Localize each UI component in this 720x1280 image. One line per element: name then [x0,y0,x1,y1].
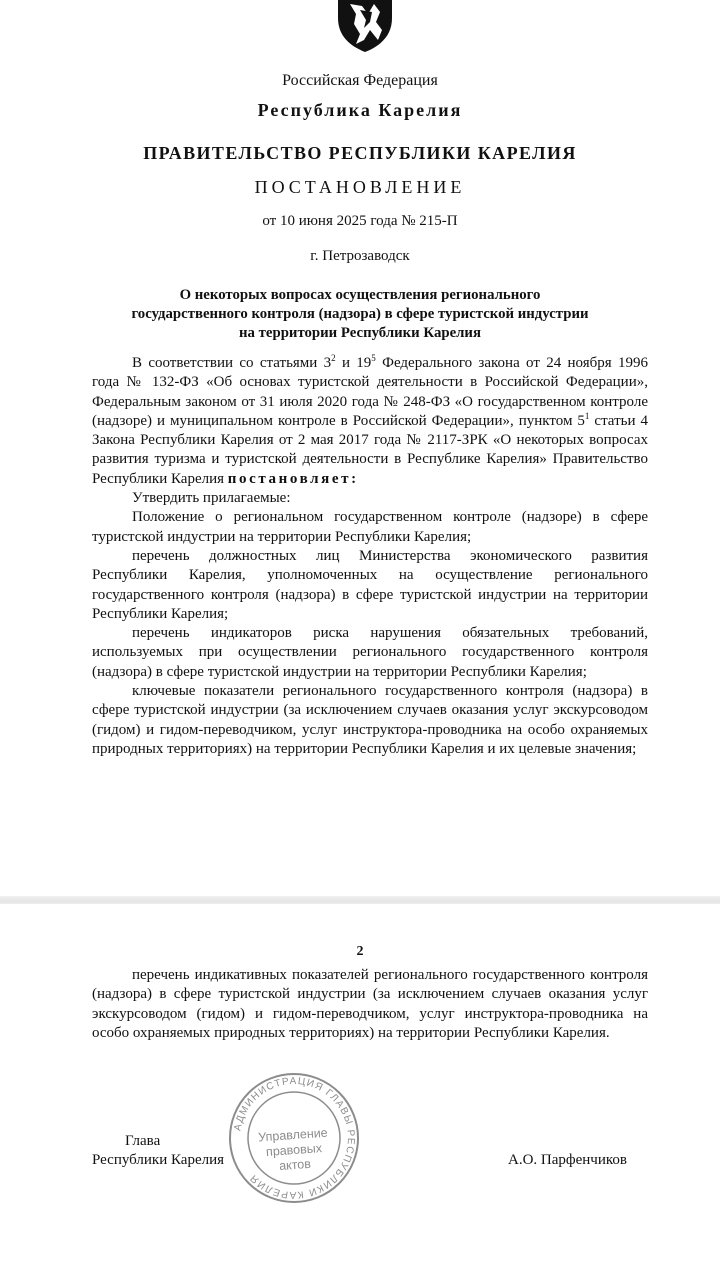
preamble-paragraph: В соответствии со статьями $3^2$ и $19^5$ Федерального закона от 24 ноября 1996 года № 132-ФЗ «Об основах туристской деятельности в Российской Федерации», Федеральным законом от 31 июля 2020 года № 248-ФЗ «О государственном контроле (надзоре) и муниципальном контроле в Российской Федерации», пунктом $5^1$ статьи 4 Закона Республики Карелия от 2 мая 2017 года № 2117-ЗРК «О некоторых вопросах развития туризма и туристской деятельности в Республике Карелия» Правительство Республики Карелия постановляет: [92,353,648,487]
stamp-text: Управление правовых актов [257,1125,329,1174]
list-item: перечень должностных лиц Министерства экономического развития Республики Карелия, уполномоченных на осуществление регионального государственного контроля (надзора) в сфере туристской индустрии на территории Республики Карелия; [92,547,648,622]
stamp-ring-text: АДМИНИСТРАЦИЯ ГЛАВЫ РЕСПУБЛИКИ КАРЕЛИЯ [232,1075,357,1201]
title-line: на территории Республики Карелия [239,325,481,341]
document-body [92,354,648,759]
karelia-bear-emblem-icon [336,0,394,52]
page2-body [92,966,648,1043]
decrees-word: постановляет [227,470,352,487]
approve-line: Утвердить прилагаемые: [132,490,291,507]
document-title [110,286,610,343]
list-item: Положение о региональном государственном контроле (надзоре) в сфере туристской индустрии на территории Республики Карелия; [92,509,648,545]
document-type: ПОСТАНОВЛЕНИЕ [254,177,466,197]
list-item: перечень индикаторов риска нарушения обязательных требований, используемых при осуществлении регионального государственного контроля (надзора) в сфере туристской индустрии на территории Республики Карелия; [92,625,648,680]
government-name: ПРАВИТЕЛЬСТВО РЕСПУБЛИКИ КАРЕЛИЯ [143,143,577,163]
title-line: государственного контроля (надзора) в сфере туристской индустрии [131,306,589,322]
republic-name: Республика Карелия [257,100,463,120]
title-line: О некоторых вопросах осуществления регионального [179,287,541,303]
document-page-2 [0,904,720,1280]
signatory-position: Глава Республики Карелия [92,1133,225,1168]
list-item: ключевые показатели регионального государственного контроля (надзора) в сфере туристской индустрии (за исключением случаев оказания услуг экскурсоводом (гидом) и гидом-переводчиком, услуг инструктора-проводника на особо охраняемых природных территориях) на территории Республики Карелия и их целевые значения; [92,683,648,757]
list-item: перечень индикативных показателей регионального государственного контроля (надзора) в сфере туристской индустрии (за исключением случаев оказания услуг экскурсоводом (гидом) и гидом-переводчиком, услуг инструктора-проводника на особо охраняемых природных территориях) на территории Республики Карелия. [92,967,648,1041]
country-name: Российская Федерация [282,72,438,89]
document-date-number: от 10 июня 2025 года № 215-П [262,213,458,229]
page-number: 2 [356,944,364,959]
document-city: г. Петрозаводск [310,248,410,264]
signatory-name: А.О. Парфенчиков [508,1152,627,1168]
